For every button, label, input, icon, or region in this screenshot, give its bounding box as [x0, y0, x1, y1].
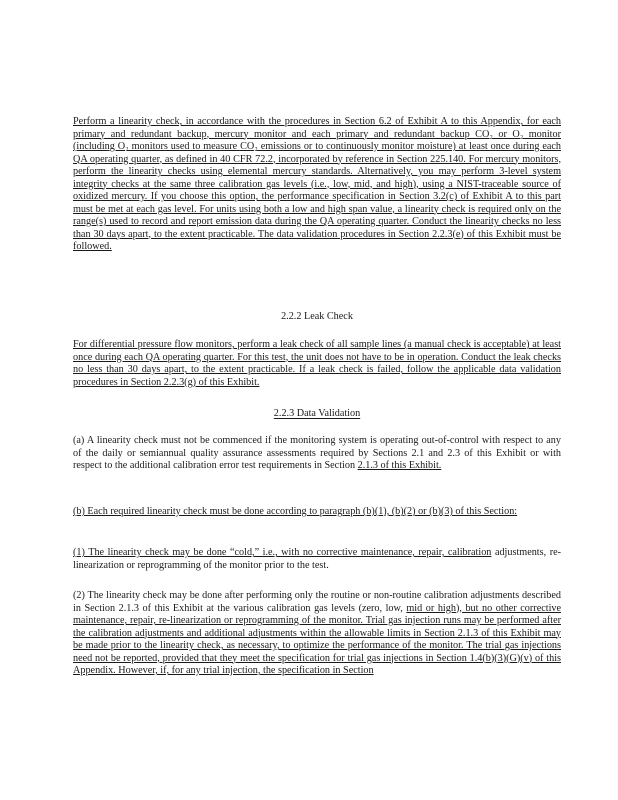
paragraph-a-text: (a) A linearity check must not be commenced if the monitoring system is operating out-of-control with respect to any of the daily or semiannual quality assurance assessments required by Sections 2.1 and 2.3 of this Exhibit or with respect to the additional calibration error test requirements in Section [73, 435, 561, 471]
paragraph-b1-underlined: (1) The linearity check may be done “cold,” i.e., with no corrective maintenance, repair, calibration [73, 547, 492, 558]
data-validation-paragraph-b2 [73, 590, 561, 678]
leak-check-heading: 2.2.2 Leak Check [281, 311, 353, 322]
linearity-check-paragraph: Perform a linearity check, in accordance with the procedures in Section 6.2 of Exhibit A to this Appendix, for each primary and redundant backup, mercury monitor and each primary and redundant backup CO₂ or O₂ monitor (including O₂ monitors used to measure CO₂ emissions or to continuously monitor moisture) at least once during each QA operating quarter, as defined in 40 CFR 72.2, incorporated by reference in Section 225.140. For mercury monitors, perform the linearity checks using elemental mercury standards. Alternatively, you may perform 3-level system integrity checks at the same three calibration gas levels (i.e., low, mid, and high), using a NIST-traceable source of oxidized mercury. If you choose this option, the performance specification in Section 3.2(c) of Exhibit A to this part must be met at each gas level. For units using both a low and high span value, a linearity check is required only on the range(s) used to record and report emission data during the QA operating quarter. Conduct the linearity checks no less than 30 days apart, to the extent practicable. The data validation procedures in Section 2.2.3(e) of this Exhibit must be followed. [73, 116, 561, 252]
paragraph-a-reference: 2.1.3 of this Exhibit. [357, 460, 442, 471]
data-validation-paragraph-b1 [73, 547, 561, 572]
data-validation-heading [73, 408, 561, 421]
paragraph-b2-text: (2) The linearity check may be done after performing only the routine or non-routine calibration adjustments described in Section 2.1.3 of this Exhibit at the various calibration gas levels (zero, low, [73, 590, 561, 614]
data-validation-heading-text: 2.2.3 Data Validation [273, 408, 361, 419]
paragraph-b1-text: adjustments, re-linearization or reprogramming of the monitor prior to the test. [73, 547, 562, 571]
data-validation-paragraph-b: (b) Each required linearity check must be done according to paragraph (b)(1), (b)(2) or (b)(3) of this Section: [73, 506, 518, 517]
paragraph-b2-underlined: mid or high), but no other corrective maintenance, repair, re-linearization or reprogramming of the monitor. Trial gas injection runs may be performed after the calibration adjustments and additional adjustments within the allowable limits in Section 2.1.3 of this Exhibit may be made prior to the linearity check, as necessary, to optimize the performance of the monitor. The trial gas injections need not be reported, provided that they meet the specification for trial gas injections in Section 1.4(b)(3)(G)(v) of this Appendix. However, if, for any trial injection, the specification in Section [73, 602, 562, 676]
data-validation-paragraph-a [73, 435, 561, 473]
leak-check-paragraph: For differential pressure flow monitors, perform a leak check of all sample lines (a manual check is acceptable) at least once during each QA operating quarter. For this test, the unit does not have to be in operation. Conduct the leak checks no less than 30 days apart, to the extent practicable. If a leak check is failed, follow the applicable data validation procedures in Section 2.2.3(g) of this Exhibit. [73, 339, 561, 388]
